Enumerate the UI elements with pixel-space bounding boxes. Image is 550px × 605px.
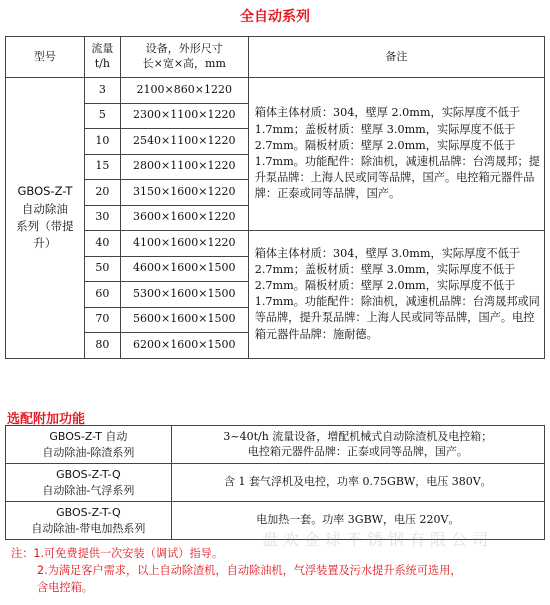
remark-cell-a: 箱体主体材质：304，壁厚 2.0mm，实际厚度不低于 1.7mm；盖板材质：壁厚 3.0mm，实际厚度不低于 2.7mm。隔板材质：壁厚 2.0mm，实际厚度不低于 1.7mm。功能配件：除油机，减速机品牌：台湾晟邦；提升泵品牌：上海人民或同等品牌，国产。电控箱元器件品牌：正泰或同等品牌，国产。 <box>248 78 544 231</box>
flow-cell: 3 <box>84 78 120 104</box>
flow-cell: 10 <box>84 129 120 155</box>
option-desc: 电加热一套。功率 3GBW，电压 220V。 <box>171 502 544 540</box>
dims-cell: 4100×1600×1220 <box>120 231 248 257</box>
dims-cell: 2300×1100×1220 <box>120 103 248 129</box>
table-row <box>6 78 545 104</box>
options-section-title: 选配附加功能 <box>7 412 86 427</box>
flow-cell: 5 <box>84 103 120 129</box>
option-row <box>6 464 545 502</box>
flow-cell: 15 <box>84 154 120 180</box>
flow-cell: 20 <box>84 180 120 206</box>
option-name: GBOS-Z-T-Q 自动除油-带电加热系列 <box>6 502 172 540</box>
option-row <box>6 426 545 464</box>
dims-cell: 2800×1100×1220 <box>120 154 248 180</box>
header-model: 型号 <box>6 37 85 78</box>
dims-cell: 5600×1600×1500 <box>120 307 248 333</box>
dims-cell: 2100×860×1220 <box>120 78 248 104</box>
option-desc: 3~40t/h 流量设备，增配机械式自动除渣机及电控箱； 电控箱元器件品牌：正泰或同等品牌，国产。 <box>171 426 544 464</box>
footnote-line: 注：1.可免费提供一次安装（调试）指导。 <box>11 547 224 560</box>
dims-cell: 5300×1600×1500 <box>120 282 248 308</box>
flow-cell: 50 <box>84 256 120 282</box>
watermark: 盘欢金球不锈钢有限公司 <box>262 530 494 549</box>
dims-cell: 3600×1600×1220 <box>120 205 248 231</box>
flow-cell: 70 <box>84 307 120 333</box>
remark-cell-b: 箱体主体材质：304，壁厚 3.0mm，实际厚度不低于 2.7mm；盖板材质：壁厚 3.0mm，实际厚度不低于 2.7mm。隔板材质：壁厚 2.0mm，实际厚度不低于 1.7mm。功能配件：除油机，减速机品牌：台湾晟邦或同等品牌，提升泵品牌：上海人民或同等品牌，国产。电控箱元器件品牌：施耐德。 <box>248 231 544 359</box>
dims-cell: 4600×1600×1500 <box>120 256 248 282</box>
spec-table <box>5 36 545 359</box>
header-dims: 设备，外形尺寸 长×宽×高，mm <box>120 37 248 78</box>
model-cell: GBOS-Z-T 自动除油 系列（带提 升） <box>6 78 85 359</box>
table-header-row <box>6 37 545 78</box>
footnotes <box>11 546 541 596</box>
option-name: GBOS-Z-T 自动 自动除油-除渣系列 <box>6 426 172 464</box>
flow-cell: 60 <box>84 282 120 308</box>
flow-cell: 30 <box>84 205 120 231</box>
dims-cell: 6200×1600×1500 <box>120 333 248 359</box>
header-remark: 备注 <box>248 37 544 78</box>
footnote-line: 2.为满足客户需求，以上自动除渣机，自动除油机，气浮装置及污水提升系统可选用， <box>37 563 462 577</box>
options-table <box>5 425 545 540</box>
footnote-line: 含电控箱。 <box>37 580 93 594</box>
dims-cell: 2540×1100×1220 <box>120 129 248 155</box>
table-row <box>6 231 545 257</box>
page-title: 全自动系列 <box>240 9 310 25</box>
dims-cell: 3150×1600×1220 <box>120 180 248 206</box>
header-flow: 流量 t/h <box>84 37 120 78</box>
option-name: GBOS-Z-T-Q 自动除油-气浮系列 <box>6 464 172 502</box>
flow-cell: 40 <box>84 231 120 257</box>
option-desc: 含 1 套气浮机及电控，功率 0.75GBW，电压 380V。 <box>171 464 544 502</box>
flow-cell: 80 <box>84 333 120 359</box>
